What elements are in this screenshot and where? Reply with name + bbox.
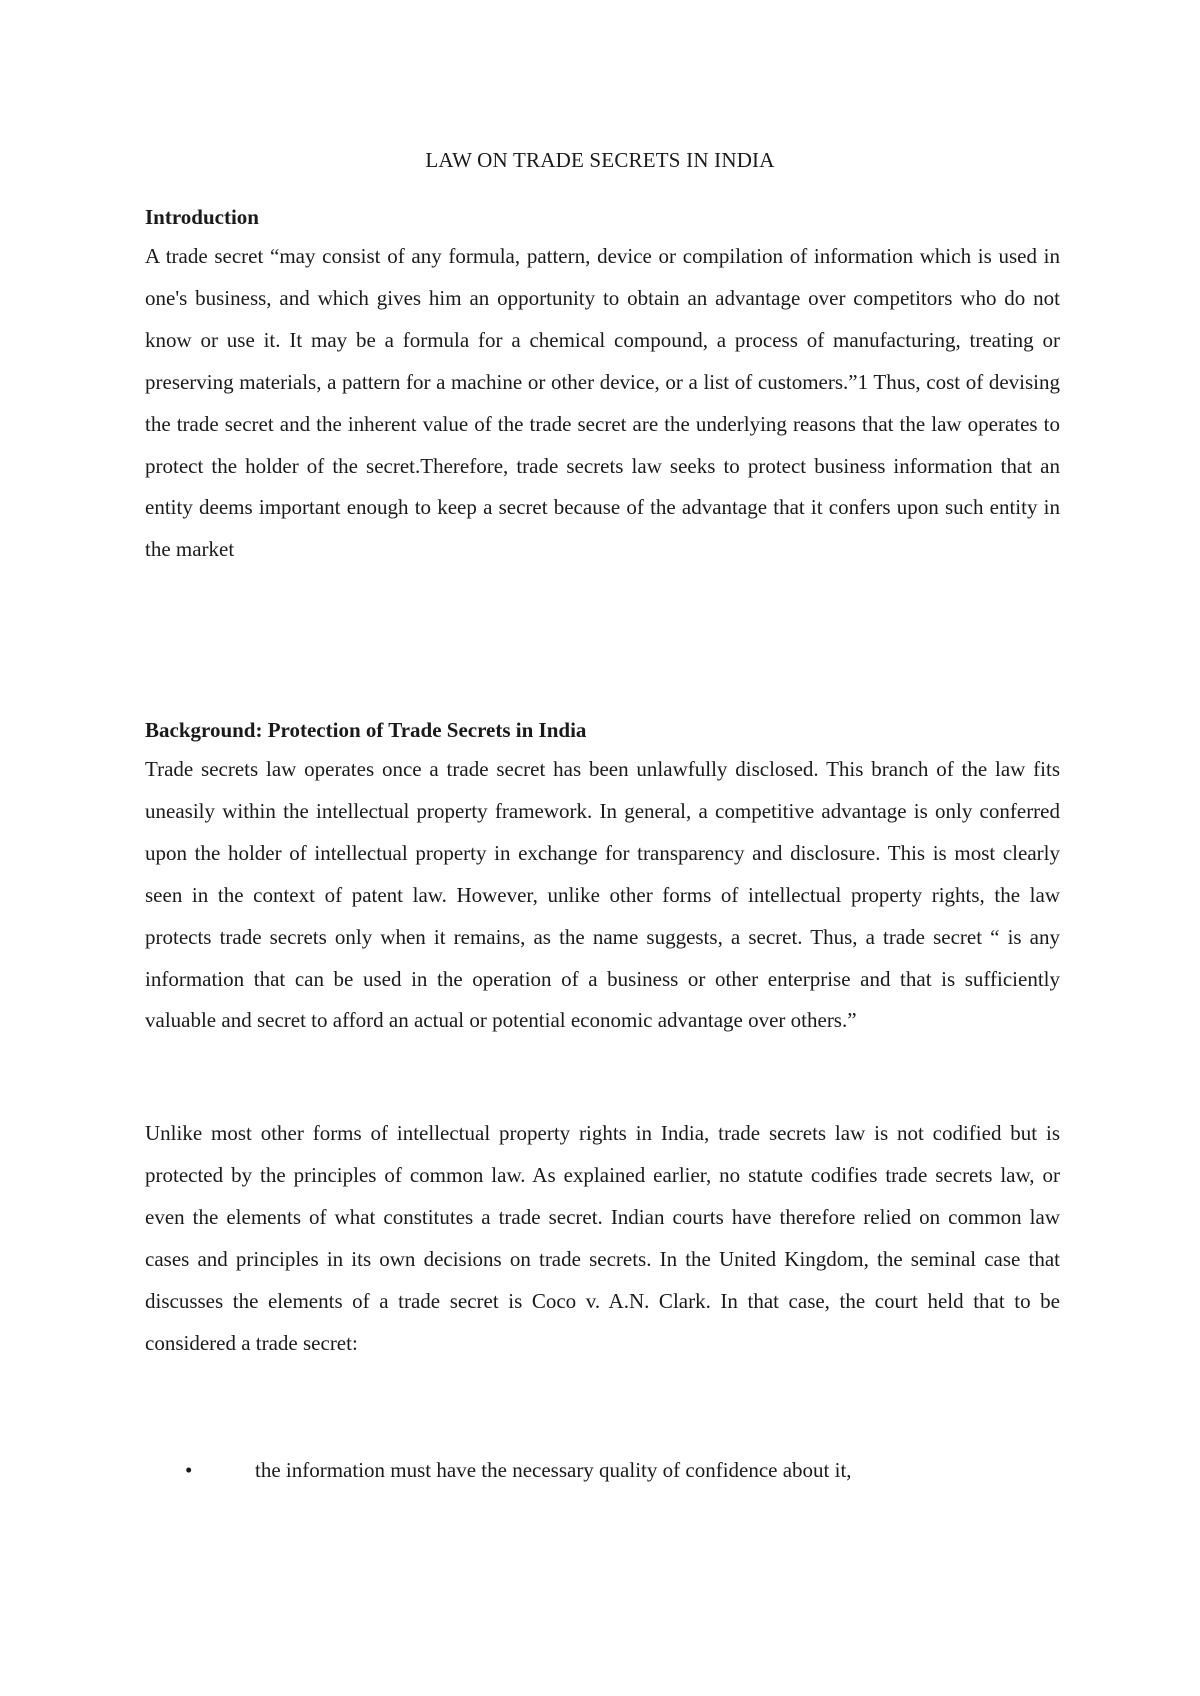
document-title: LAW ON TRADE SECRETS IN INDIA: [425, 148, 775, 172]
bullet-text: the information must have the necessary quality of confidence about it,: [255, 1458, 852, 1482]
bullet-icon: •: [185, 1458, 193, 1482]
introduction-paragraph: A trade secret “may consist of any formula, pattern, device or compilation of information which is used in one's business, and which gives him an opportunity to obtain an advantage over competitors who do not know or use it. It may be a formula for a chemical compound, a process of manufacturing, treating or preserving materials, a pattern for a machine or other device, or a list of customers.”1 Thus, cost of devising the trade secret and the inherent value of the trade secret are the underlying reasons that the law operates to protect the holder of the secret.Therefore, trade secrets law seeks to protect business information that an entity deems important enough to keep a secret because of the advantage that it confers upon such entity in the market: [145, 244, 1060, 562]
background-paragraph-2: Unlike most other forms of intellectual property rights in India, trade secrets law is not codified but is protected by the principles of common law. As explained earlier, no statute codifies trade secrets law, or even the elements of what constitutes a trade secret. Indian courts have therefore relied on common law cases and principles in its own decisions on trade secrets. In the United Kingdom, the seminal case that discusses the elements of a trade secret is Coco v. A.N. Clark. In that case, the court held that to be considered a trade secret:: [145, 1121, 1060, 1355]
section-heading-background: Background: Protection of Trade Secrets in India: [145, 718, 587, 742]
section-heading-introduction: Introduction: [145, 205, 259, 229]
background-paragraph-1: Trade secrets law operates once a trade secret has been unlawfully disclosed. This branch of the law fits uneasily within the intellectual property framework. In general, a competitive advantage is only conferred upon the holder of intellectual property in exchange for transparency and disclosure. This is most clearly seen in the context of patent law. However, unlike other forms of intellectual property rights, the law protects trade secrets only when it remains, as the name suggests, a secret. Thus, a trade secret “ is any information that can be used in the operation of a business or other enterprise and that is sufficiently valuable and secret to afford an actual or potential economic advantage over others.”: [145, 757, 1060, 1033]
